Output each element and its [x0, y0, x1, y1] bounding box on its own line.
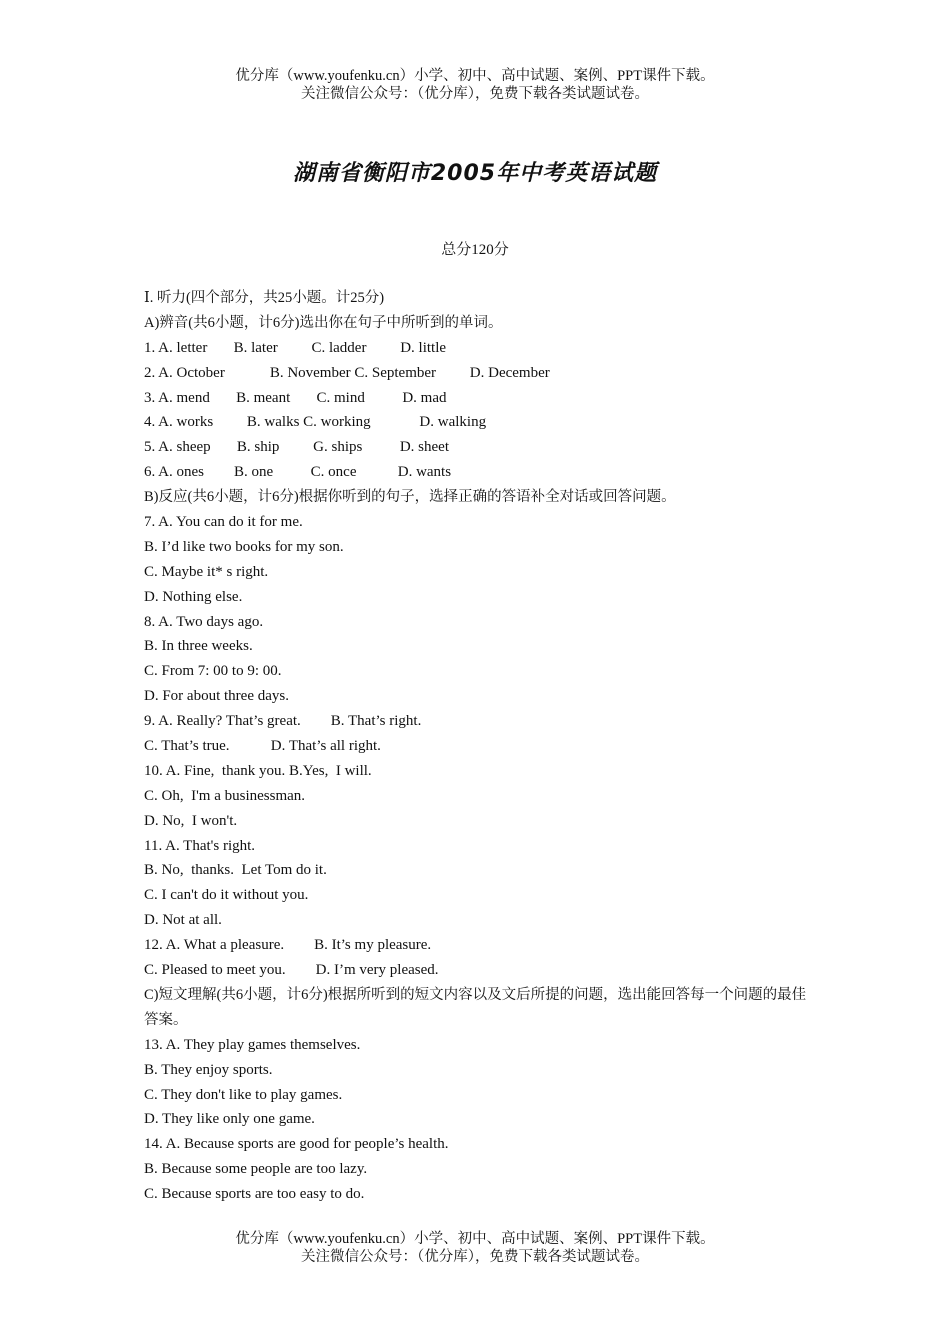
option-line: D. No, I won't.: [144, 812, 238, 829]
part-c-instruction: C)短文理解(共6小题，计6分)根据所听到的短文内容以及文后所提的问题，选出能回答每一个问题的最佳答案。: [144, 986, 807, 1028]
section-heading: Ⅰ. 听力(四个部分，共25小题。计25分): [144, 290, 385, 306]
option-line: D. Nothing else.: [144, 588, 243, 605]
option-line: B. No, thanks. Let Tom do it.: [144, 862, 327, 879]
option-line: D. For about three days.: [144, 688, 289, 705]
exam-content: [144, 286, 814, 1207]
question-line: 7. A. You can do it for me.: [144, 514, 303, 531]
question-line: 3. A. mend B. meant C. mind D. mad: [144, 389, 447, 406]
question-line: 6. A. ones B. one C. once D. wants: [144, 464, 452, 481]
option-line: D. They like only one game.: [144, 1111, 315, 1128]
footer-line-2: 关注微信公众号：（优分库），免费下载各类试题试卷。: [301, 1249, 649, 1265]
page-footer: [0, 1230, 950, 1266]
header-line-1: 优分库（www.youfenku.cn）小学、初中、高中试题、案例、PPT课件下载。: [235, 68, 715, 84]
option-line: C. They don't like to play games.: [144, 1086, 343, 1103]
question-line: 12. A. What a pleasure. B. It’s my pleasure.: [144, 937, 432, 954]
option-line: C. Because sports are too easy to do.: [144, 1186, 365, 1203]
question-line: 13. A. They play games themselves.: [144, 1036, 361, 1053]
page-header: [0, 67, 950, 103]
option-line: C. Oh, I'm a businessman.: [144, 787, 306, 804]
page-title: 湖南省衡阳市2005年中考英语试题: [292, 161, 658, 186]
question-line: 5. A. sheep B. ship G. ships D. sheet: [144, 439, 449, 456]
option-line: C. From 7: 00 to 9: 00.: [144, 663, 282, 680]
total-score: 总分120分: [441, 242, 509, 258]
question-line: 1. A. letter B. later C. ladder D. little: [144, 339, 447, 356]
question-line: 14. A. Because sports are good for people’s health.: [144, 1136, 449, 1153]
question-line: 8. A. Two days ago.: [144, 613, 264, 630]
question-line: 2. A. October B. November C. September D. December: [144, 364, 550, 381]
question-line: 11. A. That's right.: [144, 837, 256, 854]
option-line: C. That’s true. D. That’s all right.: [144, 738, 381, 755]
part-a-instruction: A)辨音(共6小题，计6分)选出你在句子中所听到的单词。: [144, 314, 503, 331]
question-line: 4. A. works B. walks C. working D. walking: [144, 414, 487, 431]
footer-line-1: 优分库（www.youfenku.cn）小学、初中、高中试题、案例、PPT课件下载。: [235, 1231, 715, 1247]
question-line: 9. A. Really? That’s great. B. That’s right.: [144, 713, 422, 730]
option-line: B. They enjoy sports.: [144, 1061, 273, 1078]
option-line: C. I can't do it without you.: [144, 887, 309, 904]
option-line: B. I’d like two books for my son.: [144, 538, 344, 555]
option-line: B. Because some people are too lazy.: [144, 1161, 368, 1178]
header-line-2: 关注微信公众号：（优分库），免费下载各类试题试卷。: [301, 86, 649, 102]
part-b-instruction: B)反应(共6小题，计6分)根据你听到的句子，选择正确的答语补全对话或回答问题。: [144, 489, 676, 506]
option-line: C. Maybe it* s right.: [144, 563, 269, 580]
option-line: B. In three weeks.: [144, 638, 253, 655]
question-line: 10. A. Fine, thank you. B.Yes, I will.: [144, 762, 372, 779]
option-line: C. Pleased to meet you. D. I’m very pleased.: [144, 962, 439, 979]
option-line: D. Not at all.: [144, 912, 222, 929]
